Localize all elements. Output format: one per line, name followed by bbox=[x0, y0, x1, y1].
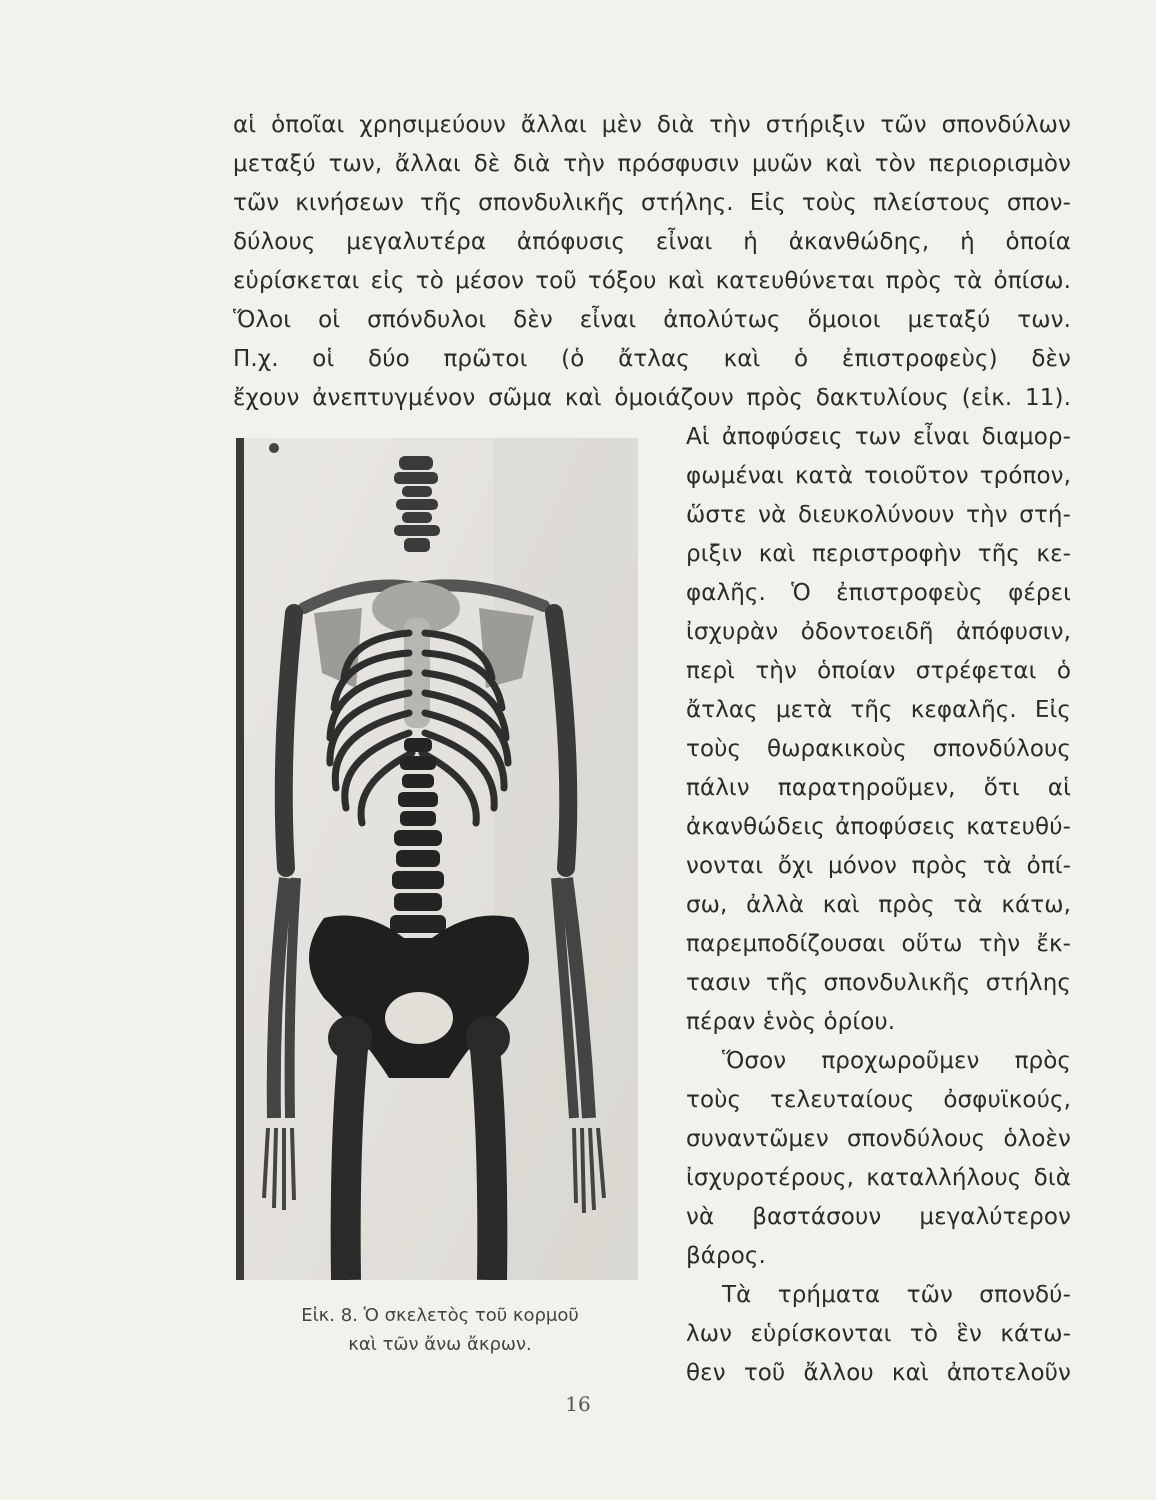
side-line-20: ἰσχυροτέρους, καταλλήλους διὰ bbox=[686, 1165, 1071, 1191]
side-line-17: Ὅσον προχωροῦμεν πρὸς bbox=[722, 1048, 1071, 1074]
side-line-8: ἄτλας μετὰ τῆς κεφαλῆς. Εἰς bbox=[686, 697, 1071, 723]
side-line-21: νὰ βαστάσουν μεγαλύτερον bbox=[686, 1204, 1071, 1230]
side-line-22: βάρος. bbox=[686, 1243, 766, 1269]
text-line-6: Ὅλοι οἱ σπόνδυλοι δὲν εἶναι ἀπολύτως ὅμοιοι μεταξύ των. bbox=[233, 307, 1071, 333]
side-line-10: πάλιν παρατηροῦμεν, ὅτι αἱ bbox=[686, 775, 1071, 801]
side-line-3: ὥστε νὰ διευκολύνουν τὴν στή- bbox=[686, 502, 1071, 528]
text-line-1: αἱ ὁποῖαι χρησιμεύουν ἄλλαι μὲν διὰ τὴν στήριξιν τῶν σπονδύλων bbox=[233, 112, 1071, 138]
figure-caption-line-2: καὶ τῶν ἄνω ἄκρων. bbox=[348, 1334, 532, 1355]
side-line-16: πέραν ἑνὸς ὁρίου. bbox=[686, 1009, 896, 1035]
text-line-2: μεταξύ των, ἄλλαι δὲ διὰ τὴν πρόσφυσιν μυῶν καὶ τὸν περιορισμὸν bbox=[233, 151, 1071, 177]
side-line-2: φωμέναι κατὰ τοιοῦτον τρόπον, bbox=[686, 463, 1071, 489]
side-line-14: παρεμποδίζουσαι οὕτω τὴν ἔκ- bbox=[686, 931, 1071, 957]
side-line-12: νονται ὄχι μόνον πρὸς τὰ ὀπί- bbox=[686, 853, 1071, 879]
side-line-6: ἰσχυρὰν ὀδοντοειδῆ ἀπόφυσιν, bbox=[686, 619, 1071, 645]
side-line-15: τασιν τῆς σπονδυλικῆς στήλης bbox=[686, 970, 1071, 996]
text-line-3: τῶν κινήσεων τῆς σπονδυλικῆς στήλης. Εἰς τοὺς πλείστους σπον- bbox=[233, 190, 1071, 216]
side-line-19: συναντῶμεν σπονδύλους ὁλοὲν bbox=[686, 1126, 1071, 1152]
skeleton-figure bbox=[236, 438, 638, 1280]
text-line-7: Π.χ. οἱ δύο πρῶτοι (ὁ ἄτλας καὶ ὁ ἐπιστροφεὺς) δὲν bbox=[233, 346, 1071, 372]
side-line-24: λων εὑρίσκονται τὸ ἓν κάτω- bbox=[686, 1321, 1071, 1347]
side-line-4: ριξιν καὶ περιστροφὴν τῆς κε- bbox=[686, 541, 1071, 567]
side-line-23: Τὰ τρήματα τῶν σπονδύ- bbox=[722, 1282, 1071, 1308]
side-line-9: τοὺς θωρακικοὺς σπονδύλους bbox=[686, 736, 1071, 762]
text-line-8: ἔχουν ἀνεπτυγμένον σῶμα καὶ ὁμοιάζουν πρὸς δακτυλίους (εἰκ. 11). bbox=[233, 385, 1071, 411]
skeleton-illustration bbox=[244, 438, 638, 1280]
side-line-7: περὶ τὴν ὁποίαν στρέφεται ὁ bbox=[686, 658, 1071, 684]
page-number: 16 bbox=[565, 1392, 591, 1416]
side-line-18: τοὺς τελευταίους ὀσφυϊκούς, bbox=[686, 1087, 1071, 1113]
side-line-11: ἀκανθώδεις ἀποφύσεις κατευθύ- bbox=[686, 814, 1071, 840]
side-line-13: σω, ἀλλὰ καὶ πρὸς τὰ κάτω, bbox=[686, 892, 1071, 918]
side-line-1: Αἱ ἀποφύσεις των εἶναι διαμορ- bbox=[686, 424, 1071, 450]
figure-caption-line-1: Εἰκ. 8. Ὁ σκελετὸς τοῦ κορμοῦ bbox=[301, 1305, 579, 1326]
side-line-5: φαλῆς. Ὁ ἐπιστροφεὺς φέρει bbox=[686, 580, 1071, 606]
text-line-5: εὑρίσκεται εἰς τὸ μέσον τοῦ τόξου καὶ κατευθύνεται πρὸς τὰ ὀπίσω. bbox=[233, 268, 1071, 294]
text-line-4: δύλους μεγαλυτέρα ἀπόφυσις εἶναι ἡ ἀκανθώδης, ἡ ὁποία bbox=[233, 229, 1071, 255]
side-line-25: θεν τοῦ ἄλλου καὶ ἀποτελοῦν bbox=[686, 1360, 1071, 1386]
